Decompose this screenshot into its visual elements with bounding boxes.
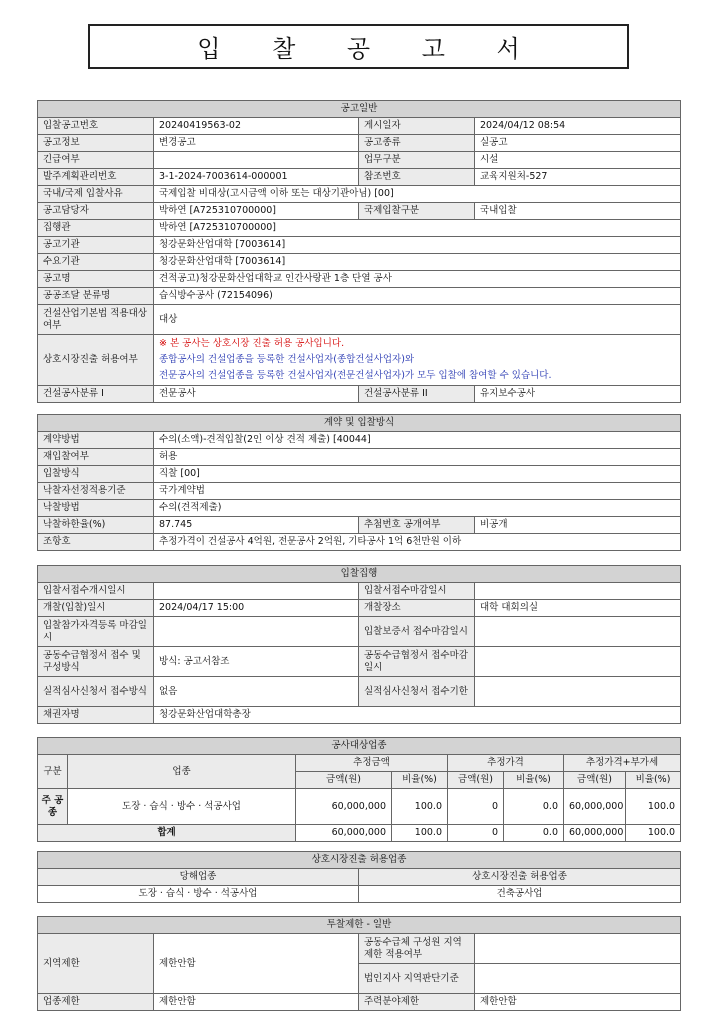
region-label: 지역제한 xyxy=(38,934,154,994)
intl-type: 국내입찰 xyxy=(475,203,681,220)
review-method-label: 실적심사신청서 접수방식 xyxy=(38,677,154,707)
bid-no: 20240419563-02 xyxy=(154,118,359,135)
agency: 청강문화산업대학 [7003614] xyxy=(154,237,681,254)
lower-limit: 87.745 xyxy=(154,517,359,534)
col-amount-3: 금액(원) xyxy=(564,772,626,789)
main-est-vat: 60,000,000 xyxy=(564,789,626,825)
total-est-amount: 60,000,000 xyxy=(296,825,392,842)
biz-type-label: 업무구분 xyxy=(359,152,475,169)
post-date-label: 게시일자 xyxy=(359,118,475,135)
est-public-label: 추첨번호 공개여부 xyxy=(359,517,475,534)
ref-no-label: 참조번호 xyxy=(359,169,475,186)
lower-limit-label: 낙찰하한율(%) xyxy=(38,517,154,534)
col-amount-1: 금액(원) xyxy=(296,772,392,789)
mutual-line-1: ※ 본 공사는 상호시장 진출 허용 공사입니다. xyxy=(159,338,345,349)
demand: 청강문화산업대학 [7003614] xyxy=(154,254,681,271)
award-method-label: 낙찰방법 xyxy=(38,500,154,517)
total-est-amount-ratio: 100.0 xyxy=(392,825,448,842)
execution-header: 입찰집행 xyxy=(38,566,681,583)
table-row xyxy=(38,789,681,825)
general-table xyxy=(37,100,681,403)
rebid-label: 재입찰여부 xyxy=(38,449,154,466)
bid-method: 직찰 [00] xyxy=(154,466,681,483)
industry-restrict-label: 업종제한 xyxy=(38,994,154,1011)
restriction-header: 투찰제한 - 일반 xyxy=(38,917,681,934)
joint-method: 방식: 공고서참조 xyxy=(154,647,359,677)
region: 제한안함 xyxy=(154,934,359,994)
col-ratio-3: 비율(%) xyxy=(626,772,681,789)
table-row xyxy=(38,825,681,842)
contract-table xyxy=(37,414,681,551)
col-est-price: 추정가격 xyxy=(448,755,564,772)
bond-deadline xyxy=(475,617,681,647)
mutual-notice xyxy=(154,335,681,386)
executor: 박하연 [A725310700000] xyxy=(154,220,681,237)
notice-type-label: 공고종류 xyxy=(359,135,475,152)
col-amount-2: 금액(원) xyxy=(448,772,504,789)
award-std: 국가계약법 xyxy=(154,483,681,500)
joint-region xyxy=(475,934,681,964)
mutual-industry-header: 상호시장진출 허용업종 xyxy=(38,852,681,869)
recv-end xyxy=(475,583,681,600)
manager: 박하연 [A725310700000] xyxy=(154,203,359,220)
open-label: 개찰(입찰)일시 xyxy=(38,600,154,617)
mutual-label: 상호시장진출 허용여부 xyxy=(38,335,154,386)
const-law-label: 건설산업기본법 적용대상여부 xyxy=(38,305,154,335)
agency-label: 공고기관 xyxy=(38,237,154,254)
procure-class: 습식방수공사 (72154096) xyxy=(154,288,681,305)
total-est-price-ratio: 0.0 xyxy=(504,825,564,842)
intl-type-label: 국제입찰구분 xyxy=(359,203,475,220)
main-est-price: 0 xyxy=(448,789,504,825)
joint-deadline xyxy=(475,647,681,677)
urgent-label: 긴급여부 xyxy=(38,152,154,169)
mutual-line-3: 전문공사의 건설업종을 등록한 건설사업자(전문건설사업자)가 모두 입찰에 참여할 수 있습니다. xyxy=(159,370,552,381)
rebid: 허용 xyxy=(154,449,681,466)
class1: 전문공사 xyxy=(154,386,359,403)
bond-deadline-label: 입찰보증서 접수마감일시 xyxy=(359,617,475,647)
notice-name: 견적공고)청강문화산업대학교 인간사랑관 1층 단열 공사 xyxy=(154,271,681,288)
creditor-label: 채권자명 xyxy=(38,707,154,724)
joint-method-label: 공동수급협정서 접수 및 구성방식 xyxy=(38,647,154,677)
mutual-line-2: 종합공사의 건설업종을 등록한 건설사업자(종합건설사업자)와 xyxy=(159,354,415,365)
mutual-col-1: 당해업종 xyxy=(38,869,359,886)
ref-no: 교육지원처-527 xyxy=(475,169,681,186)
main-est-price-ratio: 0.0 xyxy=(504,789,564,825)
method: 수의(소액)-견적입찰(2인 이상 견적 제출) [40044] xyxy=(154,432,681,449)
class2: 유지보수공사 xyxy=(475,386,681,403)
clause: 추정가격이 건설공사 4억원, 전문공사 2억원, 기타공사 1억 6천만원 이하 xyxy=(154,534,681,551)
target-table xyxy=(37,737,681,842)
class2-label: 건설공사분류 II xyxy=(359,386,475,403)
main-industry: 도장 · 습식 · 방수 · 석공사업 xyxy=(68,789,296,825)
biz-type: 시설 xyxy=(475,152,681,169)
review-deadline-label: 실적심사신청서 접수기한 xyxy=(359,677,475,707)
bid-method-label: 입찰방식 xyxy=(38,466,154,483)
recv-start xyxy=(154,583,359,600)
est-public: 비공개 xyxy=(475,517,681,534)
award-method: 수의(견적제출) xyxy=(154,500,681,517)
manager-label: 공고담당자 xyxy=(38,203,154,220)
intl-reason: 국제입찰 비대상(고시금액 이하 또는 대상기관아님) [00] xyxy=(154,186,681,203)
main-est-amount-ratio: 100.0 xyxy=(392,789,448,825)
notice-info-label: 공고정보 xyxy=(38,135,154,152)
col-ratio-2: 비율(%) xyxy=(504,772,564,789)
contract-header: 계약 및 입찰방식 xyxy=(38,415,681,432)
col-industry: 업종 xyxy=(68,755,296,789)
main-label: 주 공종 xyxy=(38,789,68,825)
qual-deadline-label: 입찰참가자격등록 마감일시 xyxy=(38,617,154,647)
col-ratio-1: 비율(%) xyxy=(392,772,448,789)
order-plan: 3-1-2024-7003614-000001 xyxy=(154,169,359,186)
mutual-val-1: 도장 · 습식 · 방수 · 석공사업 xyxy=(38,886,359,903)
execution-table xyxy=(37,565,681,724)
target-header: 공사대상업종 xyxy=(38,738,681,755)
total-est-vat: 60,000,000 xyxy=(564,825,626,842)
page-title: 입 찰 공 고 서 xyxy=(88,24,629,69)
industry-restrict: 제한안함 xyxy=(154,994,359,1011)
total-est-vat-ratio: 100.0 xyxy=(626,825,681,842)
class1-label: 건설공사분류 I xyxy=(38,386,154,403)
branch-label: 법인지사 지역판단기준 xyxy=(359,964,475,994)
procure-class-label: 공공조달 분류명 xyxy=(38,288,154,305)
notice-info: 변경공고 xyxy=(154,135,359,152)
recv-end-label: 입찰서접수마감일시 xyxy=(359,583,475,600)
order-plan-label: 발주계획관리번호 xyxy=(38,169,154,186)
restriction-table xyxy=(37,916,681,1011)
place: 대학 대회의실 xyxy=(475,600,681,617)
total-label: 합계 xyxy=(38,825,296,842)
method-label: 계약방법 xyxy=(38,432,154,449)
review-deadline xyxy=(475,677,681,707)
creditor: 청강문화산업대학총장 xyxy=(154,707,681,724)
total-est-price: 0 xyxy=(448,825,504,842)
post-date: 2024/04/12 08:54 xyxy=(475,118,681,135)
qual-deadline xyxy=(154,617,359,647)
open-datetime: 2024/04/17 15:00 xyxy=(154,600,359,617)
demand-label: 수요기관 xyxy=(38,254,154,271)
const-law: 대상 xyxy=(154,305,681,335)
main-field-label: 주력분야제한 xyxy=(359,994,475,1011)
notice-type: 실공고 xyxy=(475,135,681,152)
joint-deadline-label: 공동수급협정서 접수마감일시 xyxy=(359,647,475,677)
branch xyxy=(475,964,681,994)
review-method: 없음 xyxy=(154,677,359,707)
mutual-col-2: 상호시장진출 허용업종 xyxy=(359,869,681,886)
general-header: 공고일반 xyxy=(38,101,681,118)
executor-label: 집행관 xyxy=(38,220,154,237)
mutual-val-2: 건축공사업 xyxy=(359,886,681,903)
bid-no-label: 입찰공고번호 xyxy=(38,118,154,135)
mutual-industry-table xyxy=(37,851,681,903)
award-std-label: 낙찰자선정적용기준 xyxy=(38,483,154,500)
intl-reason-label: 국내/국제 입찰사유 xyxy=(38,186,154,203)
main-est-vat-ratio: 100.0 xyxy=(626,789,681,825)
clause-label: 조항호 xyxy=(38,534,154,551)
recv-start-label: 입찰서접수개시일시 xyxy=(38,583,154,600)
urgent xyxy=(154,152,359,169)
joint-region-label: 공동수급체 구성원 지역제한 적용여부 xyxy=(359,934,475,964)
place-label: 개찰장소 xyxy=(359,600,475,617)
col-est-amount: 추정금액 xyxy=(296,755,448,772)
main-field: 제한안함 xyxy=(475,994,681,1011)
col-est-vat: 추정가격+부가세 xyxy=(564,755,681,772)
notice-name-label: 공고명 xyxy=(38,271,154,288)
col-type: 구분 xyxy=(38,755,68,789)
main-est-amount: 60,000,000 xyxy=(296,789,392,825)
